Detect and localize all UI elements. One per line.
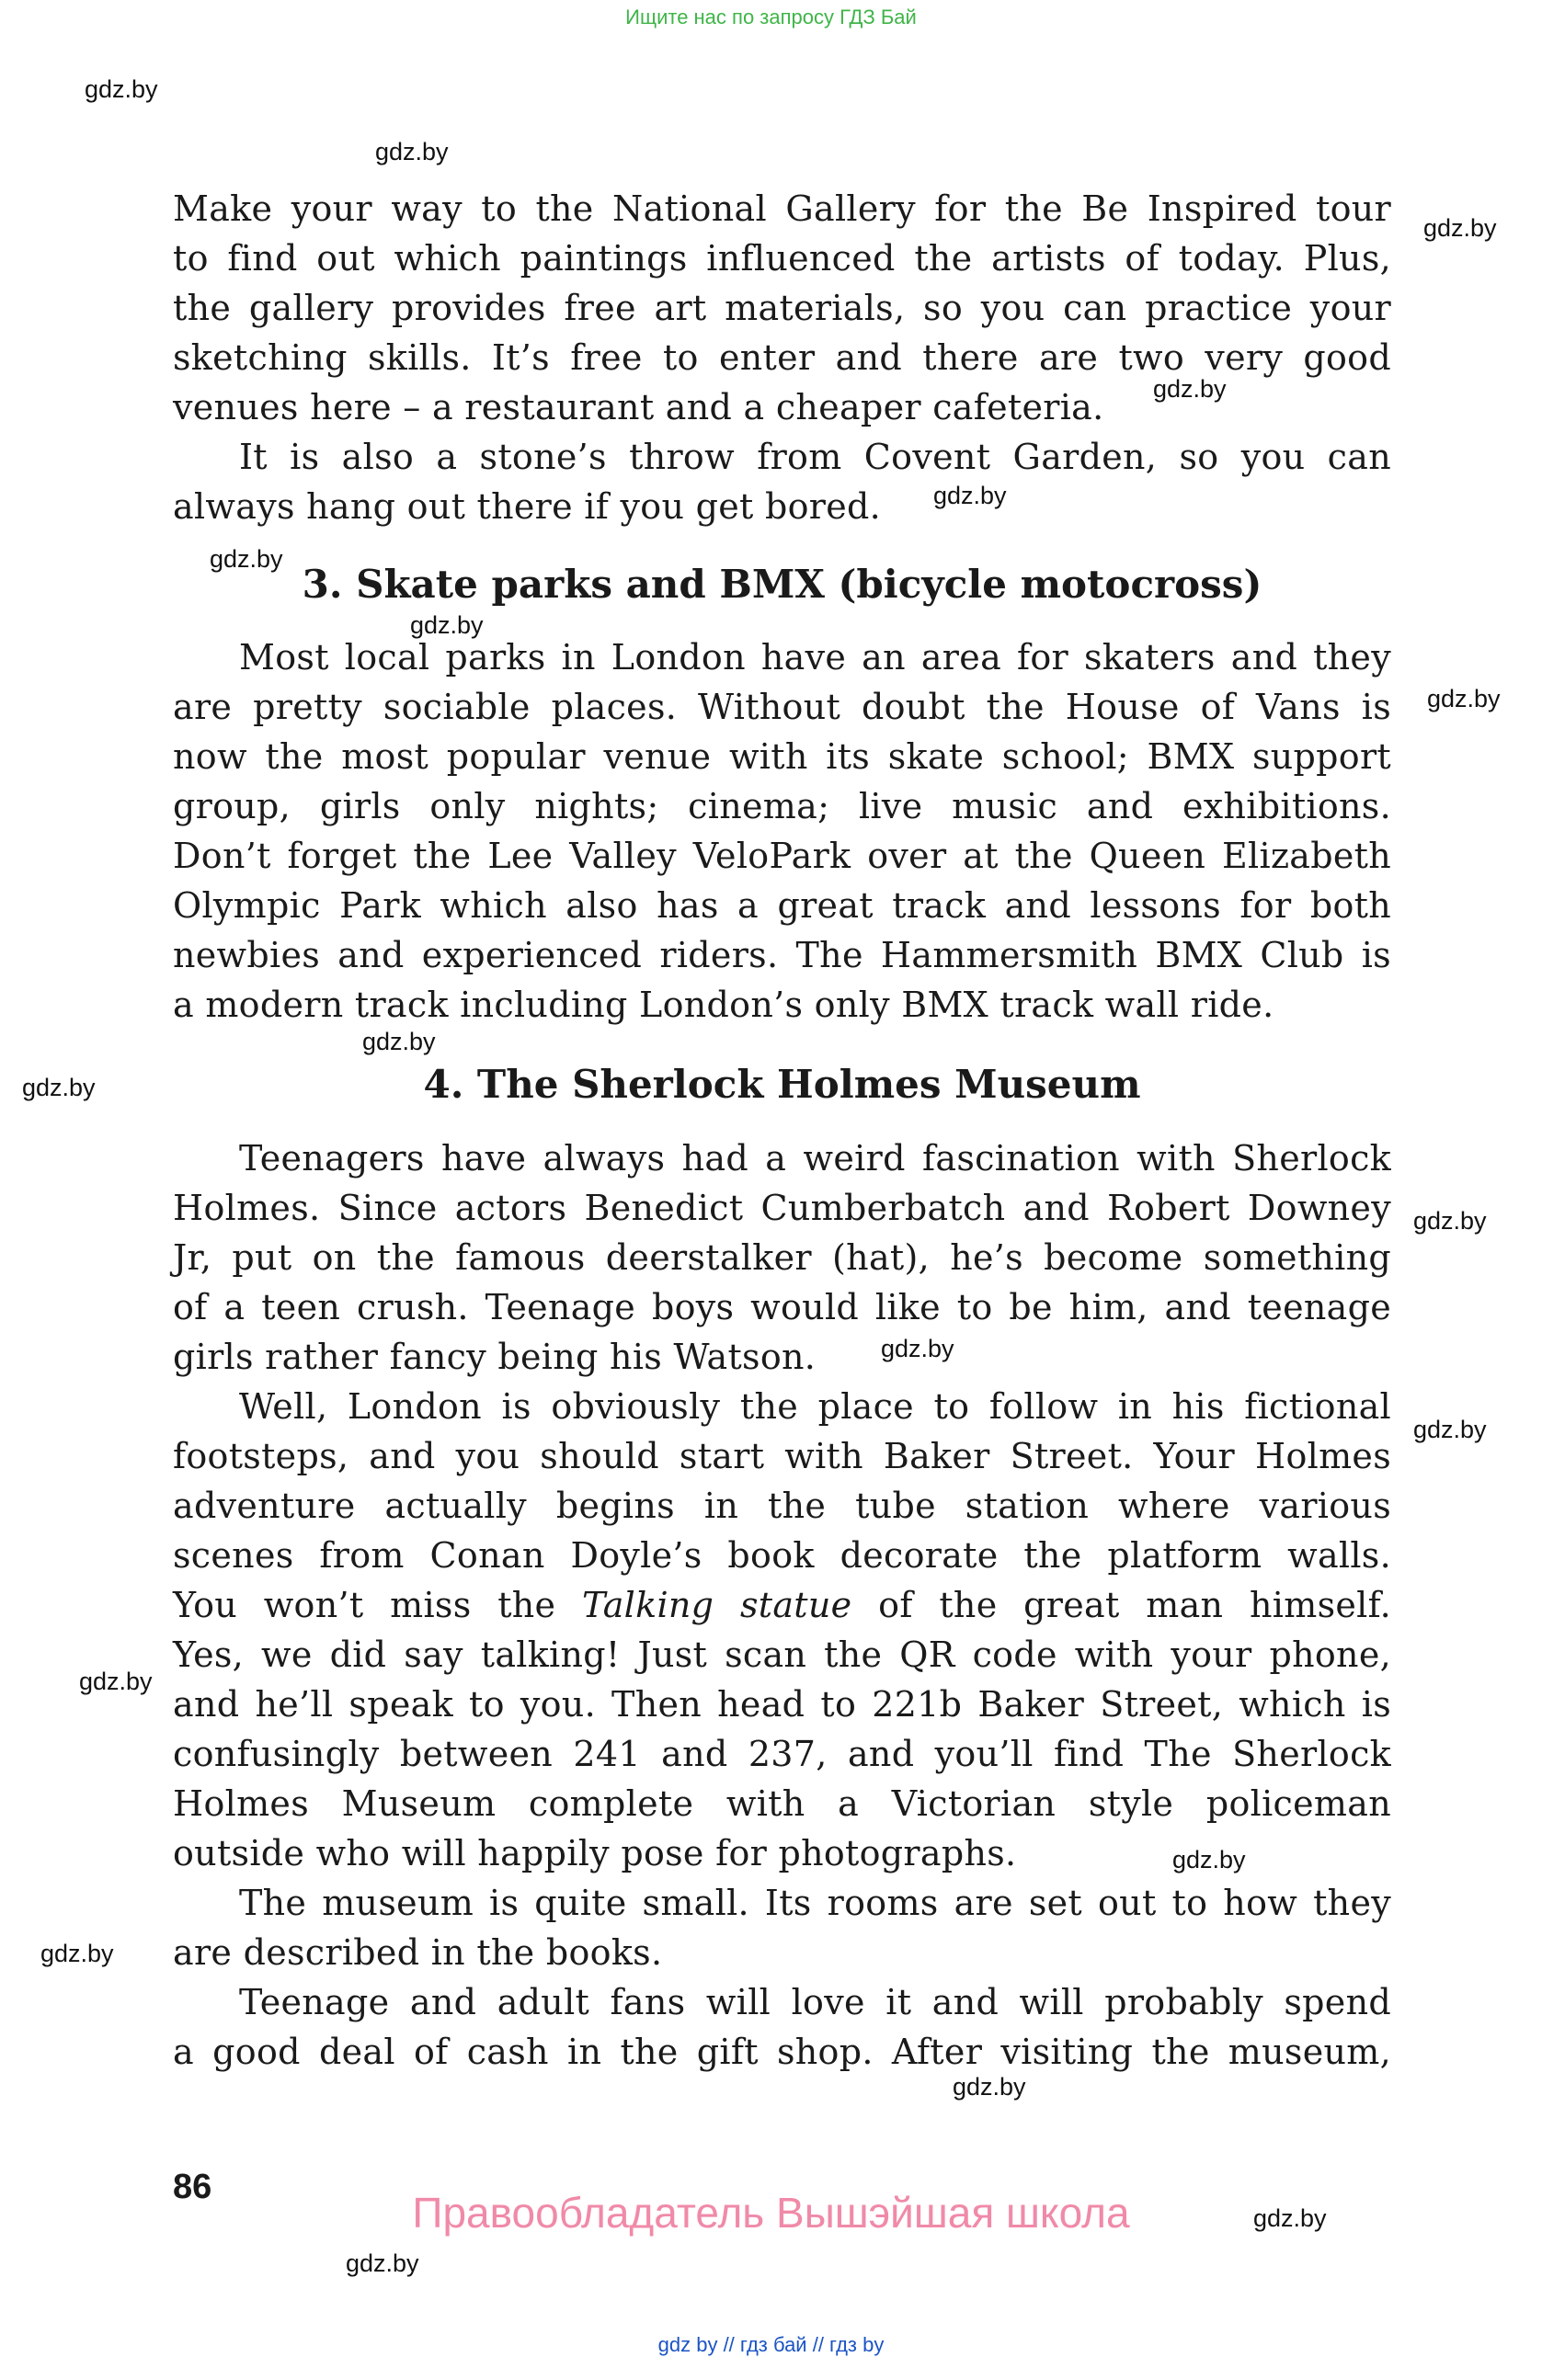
watermark: gdz.by: [375, 138, 449, 165]
watermark: gdz.by: [933, 482, 1007, 509]
section-heading-skate-parks: 3. Skate parks and BMX (bicycle motocross): [302, 562, 1262, 607]
watermark: gdz.by: [1153, 375, 1227, 403]
text-line: now the most popular venue with its skate school; BMX support: [173, 736, 1391, 777]
text-line: of a teen crush. Teenage boys would like to be him, and teenage: [173, 1287, 1391, 1327]
sherlock-intro-text: [173, 1133, 1391, 2077]
text-line: [173, 1977, 1391, 2027]
text-line: confusingly between 241 and 237, and you’ll find The Sherlock: [173, 1734, 1391, 1774]
text-line-content: Well, London is obviously the place to follow in his fictional: [239, 1386, 1391, 1427]
text-line: the gallery provides free art materials, so you can practice your: [173, 288, 1391, 328]
text-line: Jr, put on the famous deerstalker (hat), he’s become something: [173, 1237, 1391, 1278]
text-line: [173, 1878, 1391, 1928]
text-line: a modern track including London’s only BMX track wall ride.: [173, 985, 1274, 1025]
watermark: gdz.by: [85, 75, 158, 103]
text-line: group, girls only nights; cinema; live music and exhibitions.: [173, 786, 1391, 826]
text-line: [173, 1580, 1391, 1630]
text-line: are described in the books.: [173, 1932, 663, 1973]
watermark: gdz.by: [881, 1335, 954, 1362]
text-line: [173, 432, 1391, 482]
text-line: footsteps, and you should start with Baker Street. Your Holmes: [173, 1436, 1391, 1476]
watermark: gdz.by: [40, 1940, 114, 1967]
watermark: gdz.by: [1413, 1207, 1487, 1235]
watermark: gdz.by: [1253, 2204, 1327, 2232]
text-line: to find out which paintings influenced the artists of today. Plus,: [173, 238, 1391, 279]
watermark: gdz.by: [953, 2073, 1026, 2101]
text-line: sketching skills. It’s free to enter and there are two very good: [173, 337, 1391, 378]
text-line: scenes from Conan Doyle’s book decorate the platform walls.: [173, 1535, 1391, 1576]
text-line: Don’t forget the Lee Valley VeloPark over at the Queen Elizabeth: [173, 836, 1391, 876]
rights-holder-notice: Правообладатель Вышэйшая школа: [412, 2189, 1130, 2237]
watermark: gdz.by: [410, 611, 484, 639]
text-line: newbies and experienced riders. The Hammersmith BMX Club is: [173, 935, 1391, 975]
watermark: gdz.by: [346, 2249, 419, 2277]
top-search-banner: Ищите нас по запросу ГДЗ Бай: [625, 6, 917, 28]
text-line: always hang out there if you get bored.: [173, 486, 882, 527]
text-line: [173, 632, 1391, 682]
text-line: Holmes Museum complete with a Victorian style policeman: [173, 1783, 1391, 1824]
national-gallery-text: [173, 184, 1391, 531]
watermark: gdz.by: [79, 1668, 153, 1695]
text-line: Make your way to the National Gallery for the Be Inspired tour: [173, 188, 1391, 229]
watermark: gdz.by: [210, 545, 283, 573]
watermark: gdz.by: [1172, 1846, 1246, 1873]
text-segment: You won’t miss the: [173, 1585, 583, 1625]
talking-statue-italic: Talking statue: [582, 1585, 852, 1625]
watermark: gdz.by: [22, 1074, 96, 1101]
text-line: and he’ll speak to you. Then head to 221b Baker Street, which is: [173, 1684, 1391, 1725]
text-line-content: Most local parks in London have an area for skaters and they: [239, 637, 1391, 678]
text-line: [173, 1382, 1391, 1431]
watermark: gdz.by: [1413, 1416, 1487, 1443]
text-line: Holmes. Since actors Benedict Cumberbatch and Robert Downey: [173, 1188, 1391, 1228]
text-line: venues here – a restaurant and a cheaper cafeteria.: [173, 387, 1104, 427]
text-line: outside who will happily pose for photographs.: [173, 1833, 1017, 1873]
watermark: gdz.by: [1427, 685, 1501, 712]
text-line-content: Teenagers have always had a weird fascination with Sherlock: [239, 1138, 1391, 1179]
text-line: a good deal of cash in the gift shop. After visiting the museum,: [173, 2032, 1391, 2072]
skate-parks-text: [173, 632, 1391, 1030]
watermark: gdz.by: [1423, 214, 1497, 242]
footer-links[interactable]: gdz by // гдз бай // гдз by: [657, 2333, 885, 2356]
watermark: gdz.by: [362, 1028, 436, 1055]
section-heading-sherlock: 4. The Sherlock Holmes Museum: [423, 1062, 1141, 1107]
text-line: are pretty sociable places. Without doubt the House of Vans is: [173, 687, 1391, 727]
text-line: Olympic Park which also has a great track and lessons for both: [173, 885, 1391, 926]
text-line: adventure actually begins in the tube station where various: [173, 1486, 1391, 1526]
text-line-content: It is also a stone’s throw from Covent Garden, so you can: [239, 437, 1391, 477]
text-segment: of the great man himself.: [851, 1585, 1391, 1625]
text-line: girls rather fancy being his Watson.: [173, 1337, 817, 1377]
page-number: 86: [173, 2168, 212, 2206]
text-line-content: The museum is quite small. Its rooms are set out to how they: [239, 1883, 1391, 1923]
text-line-content: Teenage and adult fans will love it and will probably spend: [239, 1982, 1391, 2022]
text-line: [173, 1133, 1391, 1183]
text-line: Yes, we did say talking! Just scan the QR code with your phone,: [173, 1634, 1391, 1675]
